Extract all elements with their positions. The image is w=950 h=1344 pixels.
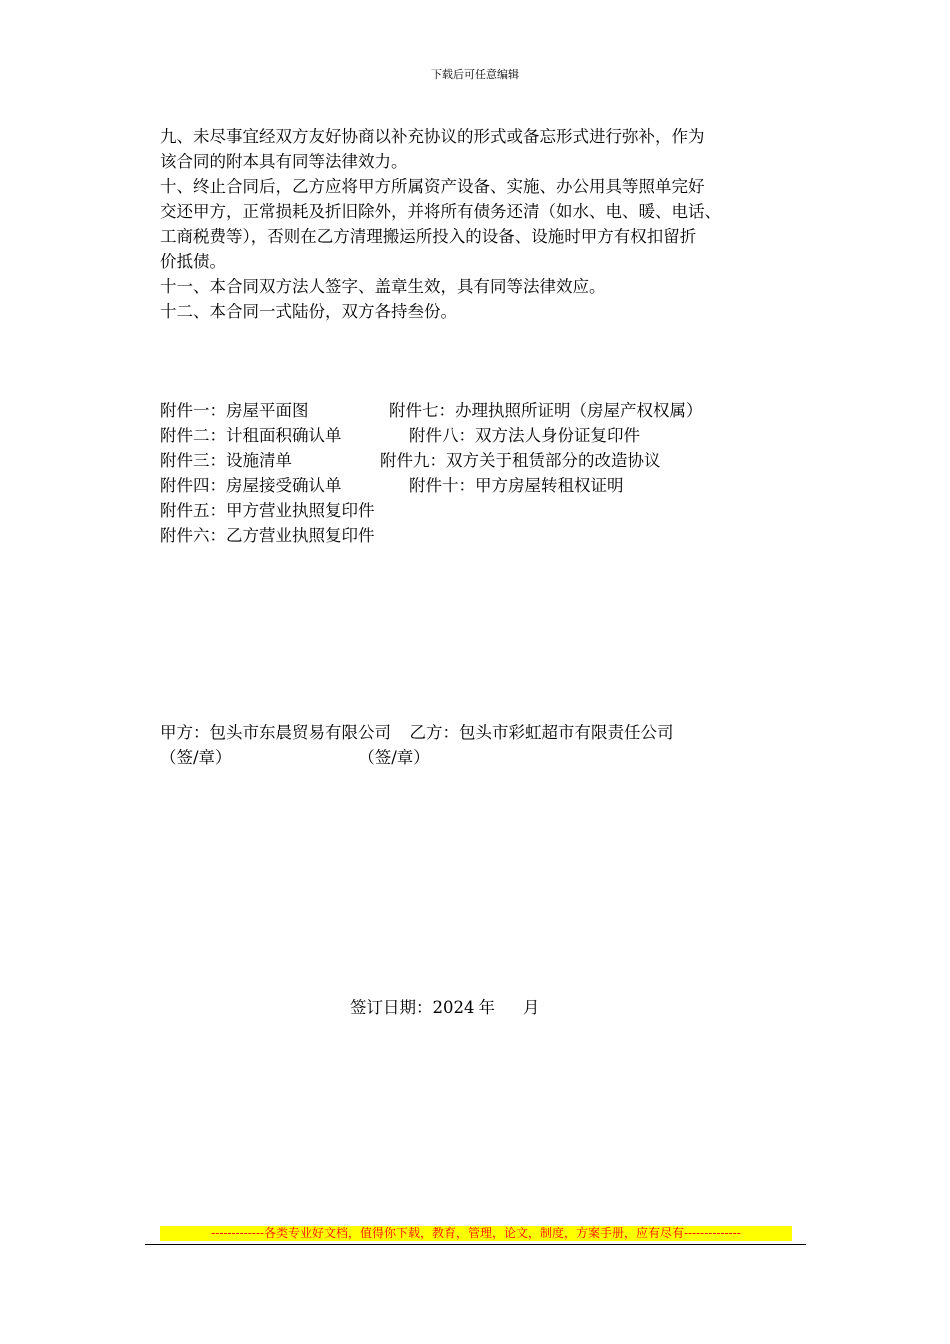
clause-line: 工商税费等），否则在乙方清理搬运所投入的设备、设施时甲方有权扣留折 (160, 227, 697, 246)
party-line (160, 720, 674, 745)
clause-line: 交还甲方，正常损耗及折旧除外，并将所有债务还清（如水、电、暖、电话、 (160, 202, 721, 221)
attachment-right: 附件七：办理执照所证明（房屋产权权属） (389, 401, 703, 420)
attachment-left: 附件四：房屋接受确认单 (160, 476, 342, 495)
clause-line: 九、未尽事宜经双方友好协商以补充协议的形式或备忘形式进行弥补，作为 (160, 127, 705, 146)
attachment-left: 附件五：甲方营业执照复印件 (160, 501, 375, 520)
sign-date-month-unit: 月 (523, 998, 540, 1017)
party-b: 乙方：包头市彩虹超市有限责任公司 (409, 723, 674, 742)
clause-12 (160, 299, 820, 324)
attachment-left: 附件六：乙方营业执照复印件 (160, 526, 375, 545)
party-a: 甲方：包头市东晨贸易有限公司 (160, 723, 391, 742)
clause-11 (160, 274, 820, 299)
attachment-right: 附件九：双方关于租赁部分的改造协议 (380, 451, 661, 470)
attachment-right: 附件八：双方法人身份证复印件 (409, 426, 640, 445)
sign-date-label: 签订日期： (350, 998, 433, 1017)
attachment-left: 附件三：设施清单 (160, 451, 292, 470)
sign-date-year-unit: 年 (478, 998, 495, 1017)
attachments-list (160, 398, 703, 548)
attachment-left: 附件二：计租面积确认单 (160, 426, 342, 445)
attachment-left: 附件一：房屋平面图 (160, 401, 309, 420)
clause-line: 价抵债。 (160, 252, 226, 271)
signature-block (160, 720, 674, 770)
clause-line: 十一、本合同双方法人签字、盖章生效，具有同等法律效应。 (160, 277, 606, 296)
page-header: 下载后可任意编辑 (431, 68, 519, 81)
clause-line: 该合同的附本具有同等法律效力。 (160, 152, 408, 171)
clause-10 (160, 174, 820, 274)
attachment-row (160, 398, 703, 423)
seal-line (160, 745, 674, 770)
attachment-row (160, 523, 703, 548)
attachment-right: 附件十：甲方房屋转租权证明 (409, 476, 624, 495)
sign-date (350, 994, 540, 1018)
attachment-row (160, 473, 703, 498)
footer-banner: -------------各类专业好文档，值得你下载，教育，管理，论文，制度，方案手册，应有尽有-------------- (160, 1226, 792, 1241)
attachment-row (160, 498, 703, 523)
seal-a: （签/章） (160, 748, 232, 767)
clause-line: 十、终止合同后，乙方应将甲方所属资产设备、实施、办公用具等照单完好 (160, 177, 705, 196)
contract-clauses (160, 124, 820, 324)
sign-date-year: 2024 (432, 998, 475, 1017)
footer-divider (145, 1244, 806, 1245)
attachment-row (160, 423, 703, 448)
clause-line: 十二、本合同一式陆份，双方各持叁份。 (160, 302, 457, 321)
attachment-row (160, 448, 703, 473)
clause-9 (160, 124, 820, 174)
seal-b: （签/章） (358, 748, 430, 767)
